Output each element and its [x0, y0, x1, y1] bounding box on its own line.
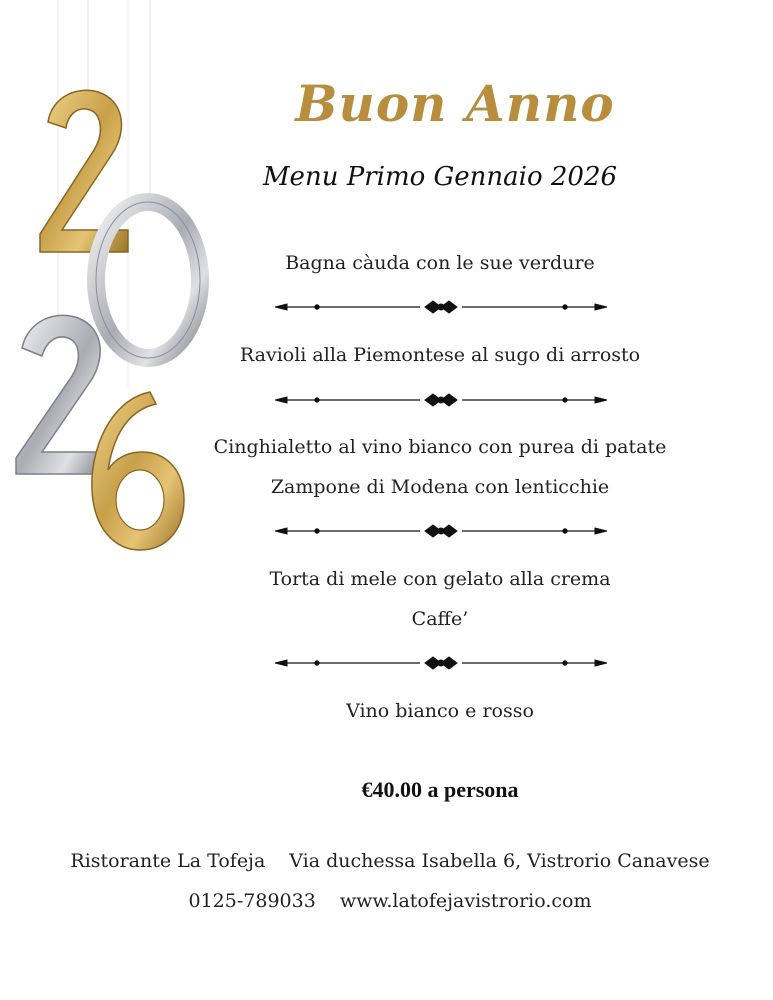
menu-item: Torta di mele con gelato alla crema [269, 568, 611, 590]
menu-item: Cinghialetto al vino bianco con purea di patate [213, 436, 667, 458]
restaurant-name: Ristorante La Tofeja [70, 850, 266, 872]
ornamental-divider-icon [275, 299, 607, 315]
price-label: €40.00 a persona [361, 777, 519, 802]
phone-number: 0125-789033 [188, 890, 316, 912]
ornamental-divider-icon [275, 392, 607, 408]
menu-subtitle: Menu Primo Gennaio 2026 [262, 162, 618, 192]
footer-contact-line [40, 888, 740, 914]
menu-item: Zampone di Modena con lenticchie [270, 476, 610, 498]
page-title: Buon Anno [295, 74, 615, 133]
menu-item: Vino bianco e rosso [346, 700, 534, 722]
ornamental-divider-icon [275, 523, 607, 539]
menu-item: Caffe’ [411, 608, 469, 630]
menu-item: Bagna càuda con le sue verdure [285, 252, 595, 274]
website-link[interactable]: www.latofejavistrorio.com [339, 890, 592, 912]
footer-address-line [40, 848, 740, 874]
menu-item: Ravioli alla Piemontese al sugo di arrosto [239, 344, 641, 366]
ornamental-divider-icon [275, 655, 607, 671]
restaurant-address: Via duchessa Isabella 6, Vistrorio Canavese [289, 850, 710, 872]
